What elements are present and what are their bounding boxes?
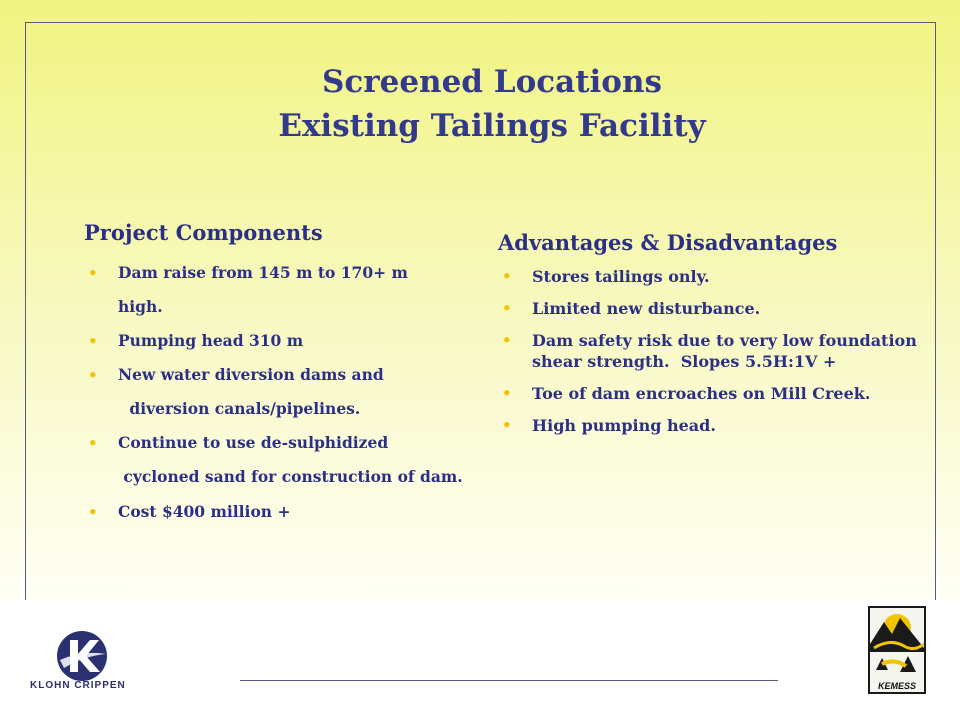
list-item: [498, 330, 928, 372]
list-item-line: Pumping head 310 m: [118, 331, 304, 350]
footer-divider: [240, 680, 778, 681]
advantages-list: [498, 266, 928, 436]
advantages-column: [498, 228, 928, 447]
list-item: [84, 324, 479, 358]
list-item: [84, 495, 479, 529]
kemess-wordmark: KEMESS: [877, 681, 916, 691]
list-item-text: High pumping head.: [532, 416, 716, 435]
list-item: [84, 358, 479, 426]
bullet-icon: •: [88, 366, 98, 384]
bullet-icon: •: [88, 503, 98, 521]
list-item-line: Continue to use de-sulphidized: [118, 433, 389, 452]
bullet-icon: •: [88, 264, 98, 282]
list-item-line: cycloned sand for construction of dam.: [118, 467, 463, 486]
klohn-crippen-emblem-icon: [56, 630, 108, 682]
advantages-heading: Advantages & Disadvantages: [498, 230, 838, 255]
list-item-text: Stores tailings only.: [532, 267, 710, 286]
klohn-crippen-wordmark: KLOHN CRIPPEN: [30, 680, 126, 691]
list-item: [84, 426, 479, 489]
list-item: [498, 298, 928, 319]
bullet-icon: •: [88, 434, 98, 452]
list-item: [84, 256, 479, 324]
bullet-icon: •: [502, 416, 512, 434]
list-item: [498, 266, 928, 287]
bullet-icon: •: [502, 267, 512, 285]
project-components-heading: Project Components: [84, 220, 323, 245]
list-item-line: New water diversion dams and: [118, 365, 384, 384]
bullet-icon: •: [88, 332, 98, 350]
project-components-list: [84, 256, 479, 529]
list-item-line: Cost $400 million +: [118, 502, 291, 521]
klohn-crippen-logo: [30, 630, 142, 692]
bullet-icon: •: [502, 331, 512, 349]
list-item: [498, 415, 928, 436]
list-item-line: diversion canals/pipelines.: [124, 399, 361, 418]
slide-title: [0, 60, 960, 148]
list-item-text: Limited new disturbance.: [532, 299, 761, 318]
bullet-icon: •: [502, 299, 512, 317]
kemess-mountain-sun-icon: [870, 608, 924, 678]
title-line-2: Existing Tailings Facility: [278, 108, 706, 144]
kemess-logo: [868, 606, 926, 694]
list-item-line: Dam raise from 145 m to 170+ m: [118, 263, 408, 282]
project-components-column: [84, 218, 479, 529]
bullet-icon: •: [502, 384, 512, 402]
title-line-1: Screened Locations: [322, 64, 662, 100]
list-item-text: Toe of dam encroaches on Mill Creek.: [532, 384, 871, 403]
frame-top-line: [25, 22, 935, 23]
list-item-text: Dam safety risk due to very low foundation shear strength. Slopes 5.5H:1V +: [532, 331, 923, 371]
list-item: [498, 383, 928, 404]
list-item-line: high.: [118, 297, 163, 316]
